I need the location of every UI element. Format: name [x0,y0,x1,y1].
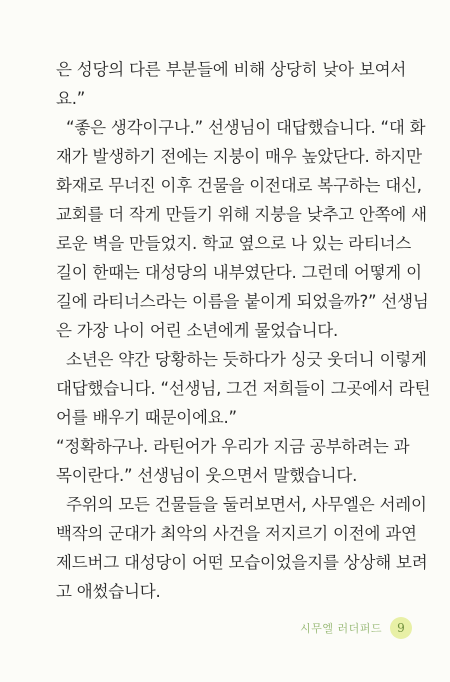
text-line-5: 화재로 무너진 이후 건물을 이전대로 복구하는 대신, [56,176,422,195]
text-line-7: 로운 벽을 만들었지. 학교 옆으로 나 있는 라티너스 [56,234,412,253]
text-line-3: “좋은 생각이구나.” 선생님이 대답했습니다. “대 화 [66,118,426,137]
text-line-1: 은 성당의 다른 부분들에 비해 상당히 낮아 보여서 [56,60,407,79]
text-line-10: 은 가장 나이 어린 소년에게 물었습니다. [56,321,339,340]
text-line-4: 재가 발생하기 전에는 지붕이 매우 높았단다. 하지만 [56,147,422,166]
page-number: 9 [390,617,412,639]
body-text [56,55,431,606]
text-line-9: 길에 라티너스라는 이름을 붙이게 되었을까?” 선생님 [56,292,429,311]
text-line-16: 주위의 모든 건물들을 둘러보면서, 사무엘은 서레이 [66,495,427,514]
text-line-11: 소년은 약간 당황하는 듯하다가 싱긋 웃더니 이렇게 [66,350,427,369]
page-footer [300,616,412,640]
text-line-8: 길이 한때는 대성당의 내부였단다. 그런데 어떻게 이 [56,263,422,282]
text-line-12: 대답했습니다. “선생님, 그건 저희들이 그곳에서 라틴 [56,379,431,398]
text-line-13: 어를 배우기 때문이에요.” [56,408,237,427]
text-line-6: 교회를 더 작게 만들기 위해 지붕을 낮추고 안쪽에 새 [56,205,427,224]
text-line-2: 요.” [56,89,86,108]
text-line-19: 고 애썼습니다. [56,582,161,601]
text-line-17: 백작의 군대가 최악의 사건을 저지르기 이전에 과연 [56,524,417,543]
text-line-18: 제드버그 대성당이 어떤 모습이었을지를 상상해 보려 [56,553,428,572]
text-line-15: 목이란다.” 선생님이 웃으면서 말했습니다. [56,466,358,485]
text-line-14: “정확하구나. 라틴어가 우리가 지금 공부하려는 과 [56,437,410,456]
running-title: 시무엘 러더퍼드 [300,622,382,635]
